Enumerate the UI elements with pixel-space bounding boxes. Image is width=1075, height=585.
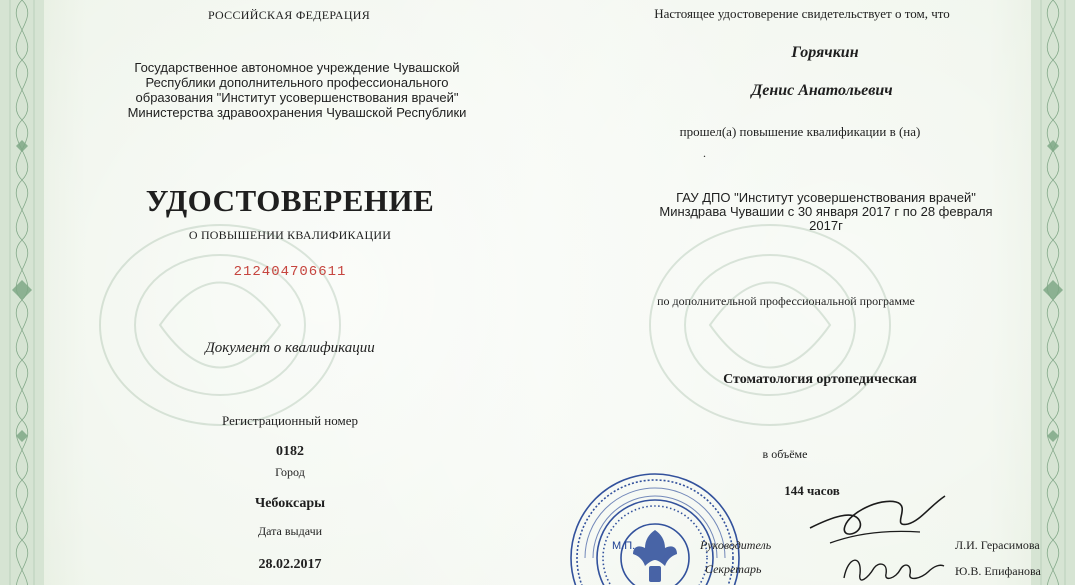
- organization-line: Министерства здравоохранения Чувашской Республики: [127, 105, 467, 120]
- training-statement: прошел(а) повышение квалификации в (на): [679, 124, 921, 139]
- institution-line: Минздрава Чувашии с 30 января 2017 г по 28 февраля: [659, 204, 993, 219]
- secretary-signature: [838, 548, 948, 585]
- organization-line: образования "Институт усовершенствования врачей": [135, 90, 459, 105]
- document-title: УДОСТОВЕРЕНИЕ: [145, 183, 435, 218]
- hours-value: 144 часов: [784, 483, 840, 498]
- head-signature: [800, 488, 950, 548]
- secretary-label: Секретарь: [705, 562, 762, 576]
- training-institution: [646, 191, 1006, 233]
- document-subtitle: О ПОВЫШЕНИИ КВАЛИФИКАЦИИ: [188, 228, 392, 242]
- right-guilloche-border: [1031, 0, 1075, 585]
- stray-dot: .: [703, 146, 706, 160]
- registration-label: Регистрационный номер: [222, 413, 358, 428]
- institution-line: 2017г: [809, 218, 843, 233]
- issuing-organization: [117, 60, 477, 120]
- specialty-name: Стоматология ортопедическая: [723, 372, 917, 387]
- secretary-name: Ю.В. Епифанова: [955, 564, 1041, 578]
- institution-line: ГАУ ДПО "Институт усовершенствования врачей": [676, 190, 976, 205]
- country-heading: РОССИЙСКАЯ ФЕДЕРАЦИЯ: [207, 8, 371, 22]
- head-name: Л.И. Герасимова: [955, 538, 1040, 552]
- organization-line: Государственное автономное учреждение Чувашской: [134, 60, 460, 75]
- issue-date-value: 28.02.2017: [258, 557, 322, 572]
- holder-surname: Горячкин: [791, 44, 859, 61]
- registration-number: 0182: [276, 444, 304, 459]
- certificate-number: 212404706611: [233, 264, 347, 280]
- stamp-place-mark: М.П.: [612, 540, 636, 552]
- program-label: по дополнительной профессиональной программе: [657, 294, 915, 308]
- organization-line: Республики дополнительного профессионального: [145, 75, 449, 90]
- holder-given-names: Денис Анатольевич: [751, 82, 893, 99]
- issue-date-label: Дата выдачи: [257, 524, 323, 538]
- volume-label: в объёме: [762, 447, 808, 461]
- city-value: Чебоксары: [254, 496, 326, 511]
- document-type: Документ о квалификации: [205, 340, 375, 356]
- certification-intro: Настоящее удостоверение свидетельствует о том, что: [654, 6, 950, 21]
- city-label: Город: [275, 465, 305, 479]
- right-emblem-watermark: [620, 200, 920, 450]
- left-guilloche-border: [0, 0, 44, 585]
- head-label: Руководитель: [700, 538, 772, 552]
